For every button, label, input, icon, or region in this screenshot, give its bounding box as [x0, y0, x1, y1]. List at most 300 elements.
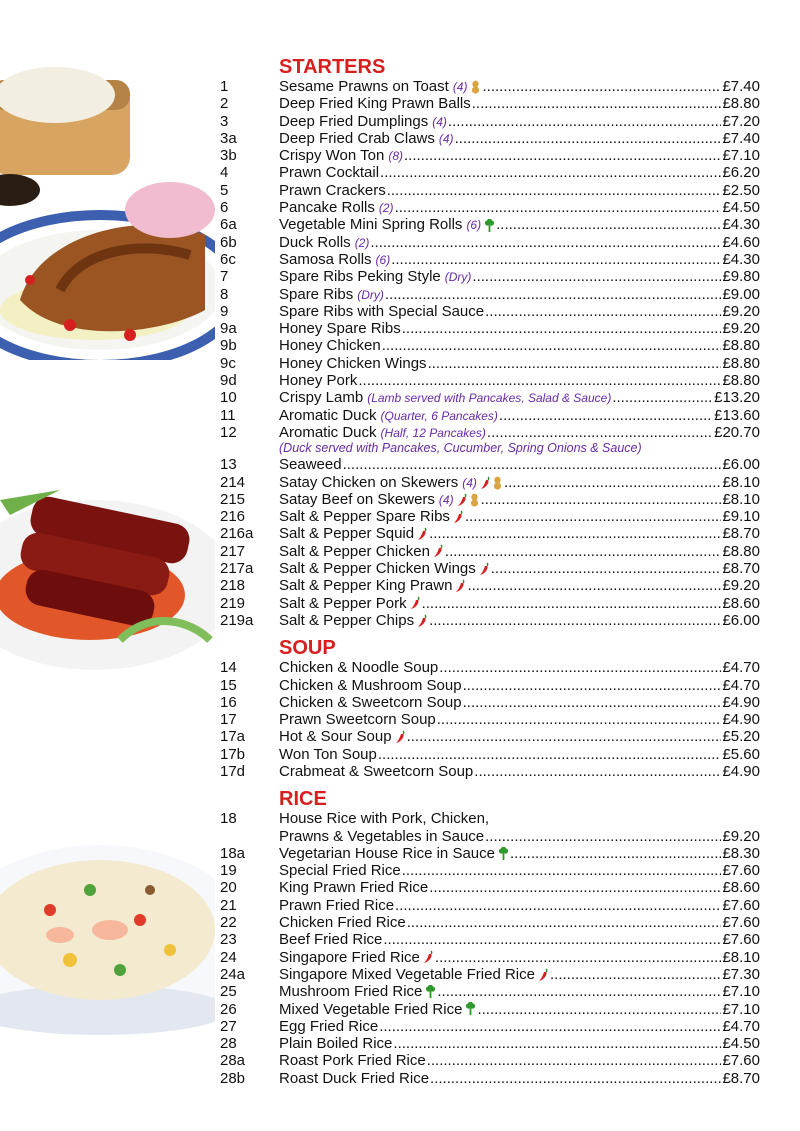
dot-leader — [427, 1052, 722, 1069]
chilli-icon — [433, 544, 444, 558]
item-note: (8) — [388, 149, 403, 164]
menu-item — [220, 914, 760, 931]
item-name: Chicken & Sweetcorn Soup — [279, 693, 462, 711]
item-name: Spare Ribs Peking Style — [279, 268, 441, 286]
item-note: (4) — [462, 475, 477, 490]
item-name: Prawn Crackers — [279, 181, 386, 199]
dot-leader — [380, 164, 721, 181]
item-note: (6) — [375, 252, 391, 267]
item-body — [279, 424, 760, 442]
menu-item — [220, 543, 760, 560]
item-number: 218 — [220, 577, 246, 595]
dot-leader — [429, 525, 721, 542]
item-body — [279, 147, 760, 165]
item-price: £8.30 — [722, 844, 760, 862]
dot-leader — [455, 130, 722, 147]
item-number: 17d — [220, 762, 246, 780]
dot-leader — [343, 456, 722, 473]
item-price: £7.60 — [722, 931, 760, 949]
item-number: 23 — [220, 931, 237, 949]
item-name: Salt & Pepper Pork — [279, 594, 407, 612]
menu-item — [220, 147, 760, 164]
item-number: 11 — [220, 406, 236, 424]
diet-icons — [455, 579, 466, 593]
item-price: £4.60 — [722, 233, 760, 251]
item-number: 6 — [220, 199, 229, 217]
item-price: £7.60 — [722, 862, 760, 880]
menu-item — [220, 251, 760, 268]
menu-item — [220, 966, 760, 983]
item-name: Roast Pork Fried Rice — [279, 1052, 426, 1070]
item-price: £4.70 — [722, 659, 760, 677]
item-body — [279, 355, 760, 372]
item-price: £7.10 — [722, 1000, 760, 1018]
dot-leader — [463, 677, 722, 694]
item-number: 28 — [220, 1035, 237, 1053]
section-title-rice: RICE — [279, 788, 327, 811]
item-name: Spare Ribs with Special Sauce — [279, 302, 485, 320]
item-body — [279, 216, 760, 234]
item-number: 19 — [220, 862, 237, 880]
item-number: 13 — [220, 456, 237, 474]
menu-item — [220, 199, 760, 216]
item-body — [279, 234, 760, 252]
item-number: 26 — [220, 1000, 237, 1018]
item-body — [279, 828, 760, 845]
item-name: Deep Fried Crab Claws — [279, 129, 435, 147]
item-price: £4.30 — [722, 250, 760, 268]
item-body — [279, 746, 760, 763]
dot-leader — [437, 711, 722, 728]
item-body — [279, 595, 760, 612]
item-price: £8.70 — [722, 1069, 760, 1087]
dot-leader — [435, 949, 722, 966]
dot-leader — [481, 491, 722, 508]
item-name: Vegetarian House Rice in Sauce — [279, 844, 495, 862]
menu-item — [220, 931, 760, 948]
dot-leader — [472, 268, 721, 285]
chilli-icon — [480, 476, 491, 490]
section-title-soup: SOUP — [279, 637, 336, 660]
chilli-icon — [457, 493, 468, 507]
diet-icons — [433, 544, 444, 558]
item-number: 9a — [220, 320, 237, 338]
menu-item — [220, 474, 760, 491]
item-price: £8.10 — [722, 490, 760, 508]
item-price: £4.50 — [722, 199, 760, 217]
item-body — [279, 612, 760, 629]
item-number: 22 — [220, 914, 237, 932]
vegetarian-icon — [465, 1002, 476, 1016]
item-name: Salt & Pepper King Prawn — [279, 577, 453, 595]
item-body — [279, 914, 760, 931]
item-name: Honey Spare Ribs — [279, 320, 401, 338]
item-number: 216a — [220, 525, 254, 543]
item-price: £8.70 — [722, 560, 760, 578]
dot-leader — [439, 659, 721, 676]
menu-item — [220, 577, 760, 594]
item-number: 9c — [220, 354, 236, 372]
item-name: Roast Duck Fried Rice — [279, 1069, 430, 1087]
dot-leader — [407, 728, 722, 745]
menu-item — [220, 113, 760, 130]
item-body — [279, 456, 760, 473]
item-name: Singapore Mixed Vegetable Fried Rice — [279, 965, 535, 983]
item-name: Crispy Won Ton — [279, 147, 385, 165]
dot-leader — [393, 1035, 721, 1052]
item-note: (Dry) — [444, 270, 472, 285]
diet-icons — [423, 950, 434, 964]
chilli-icon — [453, 510, 464, 524]
item-body — [279, 337, 760, 354]
item-name: Pancake Rolls — [279, 199, 375, 217]
dot-leader — [391, 251, 721, 268]
diet-icons — [538, 968, 549, 982]
item-price: £8.80 — [722, 542, 760, 560]
item-name: Mixed Vegetable Fried Rice — [279, 1000, 463, 1018]
item-note: (4) — [452, 80, 468, 94]
menu-item — [220, 659, 760, 676]
item-body — [279, 931, 760, 948]
item-price: £4.30 — [722, 216, 760, 234]
item-body — [279, 389, 760, 407]
menu-item — [220, 763, 760, 780]
item-price: £4.90 — [722, 693, 760, 711]
item-price: £13.60 — [714, 406, 760, 424]
dot-leader — [510, 845, 721, 862]
menu-item — [220, 372, 760, 389]
dot-leader — [378, 746, 722, 763]
item-number: 12 — [220, 423, 237, 441]
item-price: £2.50 — [722, 181, 760, 199]
menu-item — [220, 320, 760, 337]
item-name: Egg Fried Rice — [279, 1017, 379, 1035]
item-name: Won Ton Soup — [279, 745, 377, 763]
item-body — [279, 659, 760, 676]
dot-leader — [612, 389, 713, 406]
item-number: 17b — [220, 745, 246, 763]
item-name: Duck Rolls — [279, 233, 351, 251]
item-body — [279, 474, 760, 492]
item-number: 15 — [220, 676, 237, 694]
peanut-icon — [492, 476, 503, 490]
menu-item — [220, 845, 760, 862]
item-body — [279, 1052, 760, 1069]
chilli-icon — [417, 527, 428, 541]
menu-item — [220, 983, 760, 1000]
item-price: £8.70 — [722, 525, 760, 543]
item-note: (Half, 12 Pancakes) — [380, 425, 486, 440]
item-number: 27 — [220, 1017, 237, 1035]
item-subnote: (Duck served with Pancakes, Cucumber, Spring Onions & Sauce) — [279, 441, 642, 456]
item-number: 7 — [220, 268, 229, 286]
item-body — [279, 543, 760, 560]
item-body — [279, 525, 760, 542]
diet-icons — [425, 985, 436, 999]
menu-item — [220, 1070, 760, 1087]
item-price: £20.70 — [714, 423, 760, 441]
item-body — [279, 711, 760, 728]
item-price: £8.60 — [722, 594, 760, 612]
dot-leader — [485, 828, 721, 845]
item-body — [279, 286, 760, 304]
item-body — [279, 182, 760, 199]
item-name: Vegetable Mini Spring Rolls — [279, 216, 463, 234]
item-price: £7.60 — [722, 914, 760, 932]
item-body — [279, 810, 760, 827]
menu-item — [220, 164, 760, 181]
vegetarian-icon — [425, 985, 436, 999]
item-body — [279, 879, 760, 896]
item-name: Special Fried Rice — [279, 862, 401, 880]
item-name-line2: Prawns & Vegetables in Sauce — [279, 827, 485, 845]
dot-leader — [430, 1070, 721, 1087]
item-body — [279, 897, 760, 914]
item-body — [279, 577, 760, 594]
diet-icons — [484, 219, 495, 233]
item-price: £9.10 — [722, 508, 760, 526]
item-price: £6.00 — [722, 611, 760, 629]
item-name: Salt & Pepper Squid — [279, 525, 415, 543]
diet-icons — [453, 510, 464, 524]
menu-item — [220, 268, 760, 285]
item-price: £4.90 — [722, 711, 760, 729]
item-name: Deep Fried King Prawn Balls — [279, 95, 471, 113]
menu-item — [220, 1035, 760, 1052]
menu-item — [220, 508, 760, 525]
dot-leader — [463, 694, 722, 711]
menu-item — [220, 355, 760, 372]
dot-leader — [387, 182, 722, 199]
chilli-icon — [479, 562, 490, 576]
item-note: (6) — [466, 218, 482, 233]
menu-item — [220, 862, 760, 879]
item-body — [279, 763, 760, 780]
item-name: House Rice with Pork, Chicken, — [279, 810, 490, 828]
dot-leader — [429, 612, 721, 629]
item-name: Aromatic Duck — [279, 406, 377, 424]
item-price: £9.80 — [722, 268, 760, 286]
item-name: Mushroom Fried Rice — [279, 983, 423, 1001]
item-price: £9.20 — [722, 302, 760, 320]
item-body — [279, 407, 760, 425]
item-name: Deep Fried Dumplings — [279, 112, 429, 130]
item-body — [279, 508, 760, 525]
item-price: £7.60 — [722, 1052, 760, 1070]
menu-item — [220, 424, 760, 441]
item-price: £8.80 — [722, 354, 760, 372]
dot-leader — [379, 1018, 721, 1035]
dot-leader — [491, 560, 722, 577]
menu-item — [220, 130, 760, 147]
item-name: Satay Chicken on Skewers — [279, 473, 459, 491]
item-number: 18 — [220, 810, 237, 828]
menu-item — [220, 711, 760, 728]
dot-leader — [445, 543, 722, 560]
item-number: 219a — [220, 611, 254, 629]
dot-leader — [467, 577, 721, 594]
dot-leader — [504, 474, 722, 491]
menu-item — [220, 286, 760, 303]
item-price: £8.80 — [722, 372, 760, 390]
menu-item — [220, 677, 760, 694]
diet-icons — [410, 596, 421, 610]
item-note: (4) — [438, 131, 454, 146]
item-price: £8.60 — [722, 879, 760, 897]
dot-leader — [370, 234, 721, 251]
item-price: £5.60 — [722, 745, 760, 763]
item-price: £7.60 — [722, 896, 760, 914]
item-body — [279, 560, 760, 577]
dot-leader — [485, 303, 721, 320]
item-price: £13.20 — [714, 389, 760, 407]
item-number: 3b — [220, 147, 237, 165]
menu-item — [220, 746, 760, 763]
item-price: £4.50 — [722, 1035, 760, 1053]
item-body — [279, 862, 760, 879]
dot-leader — [402, 320, 722, 337]
item-body — [279, 78, 760, 96]
duck-platter-photo — [0, 60, 215, 360]
item-number: 28a — [220, 1052, 246, 1070]
chilli-icon — [395, 730, 406, 744]
diet-icons — [479, 562, 490, 576]
item-price: £7.40 — [722, 78, 760, 95]
item-name: Prawn Sweetcorn Soup — [279, 711, 436, 729]
item-name: Samosa Rolls — [279, 250, 372, 268]
menu-item — [220, 407, 760, 424]
menu-item — [220, 525, 760, 542]
item-name: Chicken Fried Rice — [279, 914, 406, 932]
item-body — [279, 728, 760, 745]
vegetarian-icon — [498, 847, 509, 861]
menu-item — [220, 182, 760, 199]
menu-item — [220, 612, 760, 629]
menu-item — [220, 337, 760, 354]
dot-leader — [499, 407, 713, 424]
item-name: Spare Ribs — [279, 285, 354, 303]
item-body — [279, 677, 760, 694]
item-price: £7.10 — [722, 147, 760, 165]
item-name: Aromatic Duck — [279, 423, 377, 441]
peanut-icon — [469, 493, 480, 507]
dot-leader — [465, 508, 722, 525]
diet-icons — [457, 493, 480, 507]
diet-icons — [465, 1002, 476, 1016]
item-number: 217a — [220, 560, 254, 578]
dot-leader — [448, 113, 722, 130]
fried-rice-photo — [0, 820, 215, 1040]
item-price: £7.30 — [722, 965, 760, 983]
item-name: King Prawn Fried Rice — [279, 879, 429, 897]
item-number: 215 — [220, 490, 246, 508]
section-gap — [220, 780, 760, 788]
item-number: 4 — [220, 164, 229, 182]
item-price: £8.10 — [722, 948, 760, 966]
item-body — [279, 1035, 760, 1052]
menu-item — [220, 389, 760, 406]
item-name: Prawn Fried Rice — [279, 896, 395, 914]
item-price: £6.20 — [722, 164, 760, 182]
dot-leader — [402, 862, 722, 879]
item-price: £4.90 — [722, 762, 760, 780]
item-name: Salt & Pepper Chicken Wings — [279, 560, 476, 578]
diet-icons — [417, 527, 428, 541]
item-price: £9.20 — [722, 577, 760, 595]
item-note: (4) — [438, 492, 454, 507]
item-body — [279, 113, 760, 131]
item-name: Honey Pork — [279, 372, 358, 390]
item-body — [279, 845, 760, 862]
item-body — [279, 966, 760, 983]
item-number: 219 — [220, 594, 246, 612]
item-number: 24 — [220, 948, 237, 966]
item-name: Salt & Pepper Spare Ribs — [279, 508, 450, 526]
item-price: £6.00 — [722, 456, 760, 474]
menu-list — [220, 56, 760, 1087]
item-number: 20 — [220, 879, 237, 897]
item-number: 18a — [220, 844, 246, 862]
dot-leader — [496, 216, 721, 233]
chilli-icon — [423, 950, 434, 964]
dot-leader — [358, 372, 721, 389]
item-price: £5.20 — [722, 728, 760, 746]
menu-item — [220, 95, 760, 112]
menu-item-continued — [220, 828, 760, 845]
dot-leader — [422, 595, 722, 612]
item-price: £9.20 — [722, 827, 760, 845]
diet-icons — [498, 847, 509, 861]
spare-ribs-photo — [0, 470, 215, 680]
dot-leader — [404, 147, 721, 164]
chilli-icon — [417, 614, 428, 628]
item-body — [279, 268, 760, 286]
peanut-icon — [470, 80, 481, 94]
dot-leader — [550, 966, 721, 983]
dot-leader — [487, 424, 713, 441]
item-number: 28b — [220, 1069, 246, 1087]
dot-leader — [383, 931, 721, 948]
menu-item — [220, 78, 760, 95]
dot-leader — [437, 983, 721, 1000]
item-number: 6c — [220, 250, 236, 268]
menu-item — [220, 216, 760, 233]
item-number: 2 — [220, 95, 229, 113]
item-body — [279, 1070, 760, 1087]
item-note: (2) — [378, 201, 394, 216]
item-number: 216 — [220, 508, 246, 526]
item-name: Seaweed — [279, 456, 342, 474]
item-number: 16 — [220, 693, 237, 711]
item-name: Beef Fried Rice — [279, 931, 383, 949]
item-name: Salt & Pepper Chips — [279, 611, 415, 629]
menu-item — [220, 728, 760, 745]
dot-leader — [429, 879, 721, 896]
dot-leader — [482, 78, 721, 95]
item-name: Hot & Sour Soup — [279, 728, 392, 746]
item-body — [279, 303, 760, 320]
menu-item — [220, 949, 760, 966]
menu-item — [220, 1018, 760, 1035]
menu-item — [220, 234, 760, 251]
item-number: 8 — [220, 285, 229, 303]
item-name: Crispy Lamb — [279, 389, 364, 407]
item-body — [279, 983, 760, 1000]
item-body — [279, 251, 760, 269]
item-name: Satay Beef on Skewers — [279, 490, 435, 508]
dot-leader — [395, 199, 722, 216]
item-body — [279, 95, 760, 112]
